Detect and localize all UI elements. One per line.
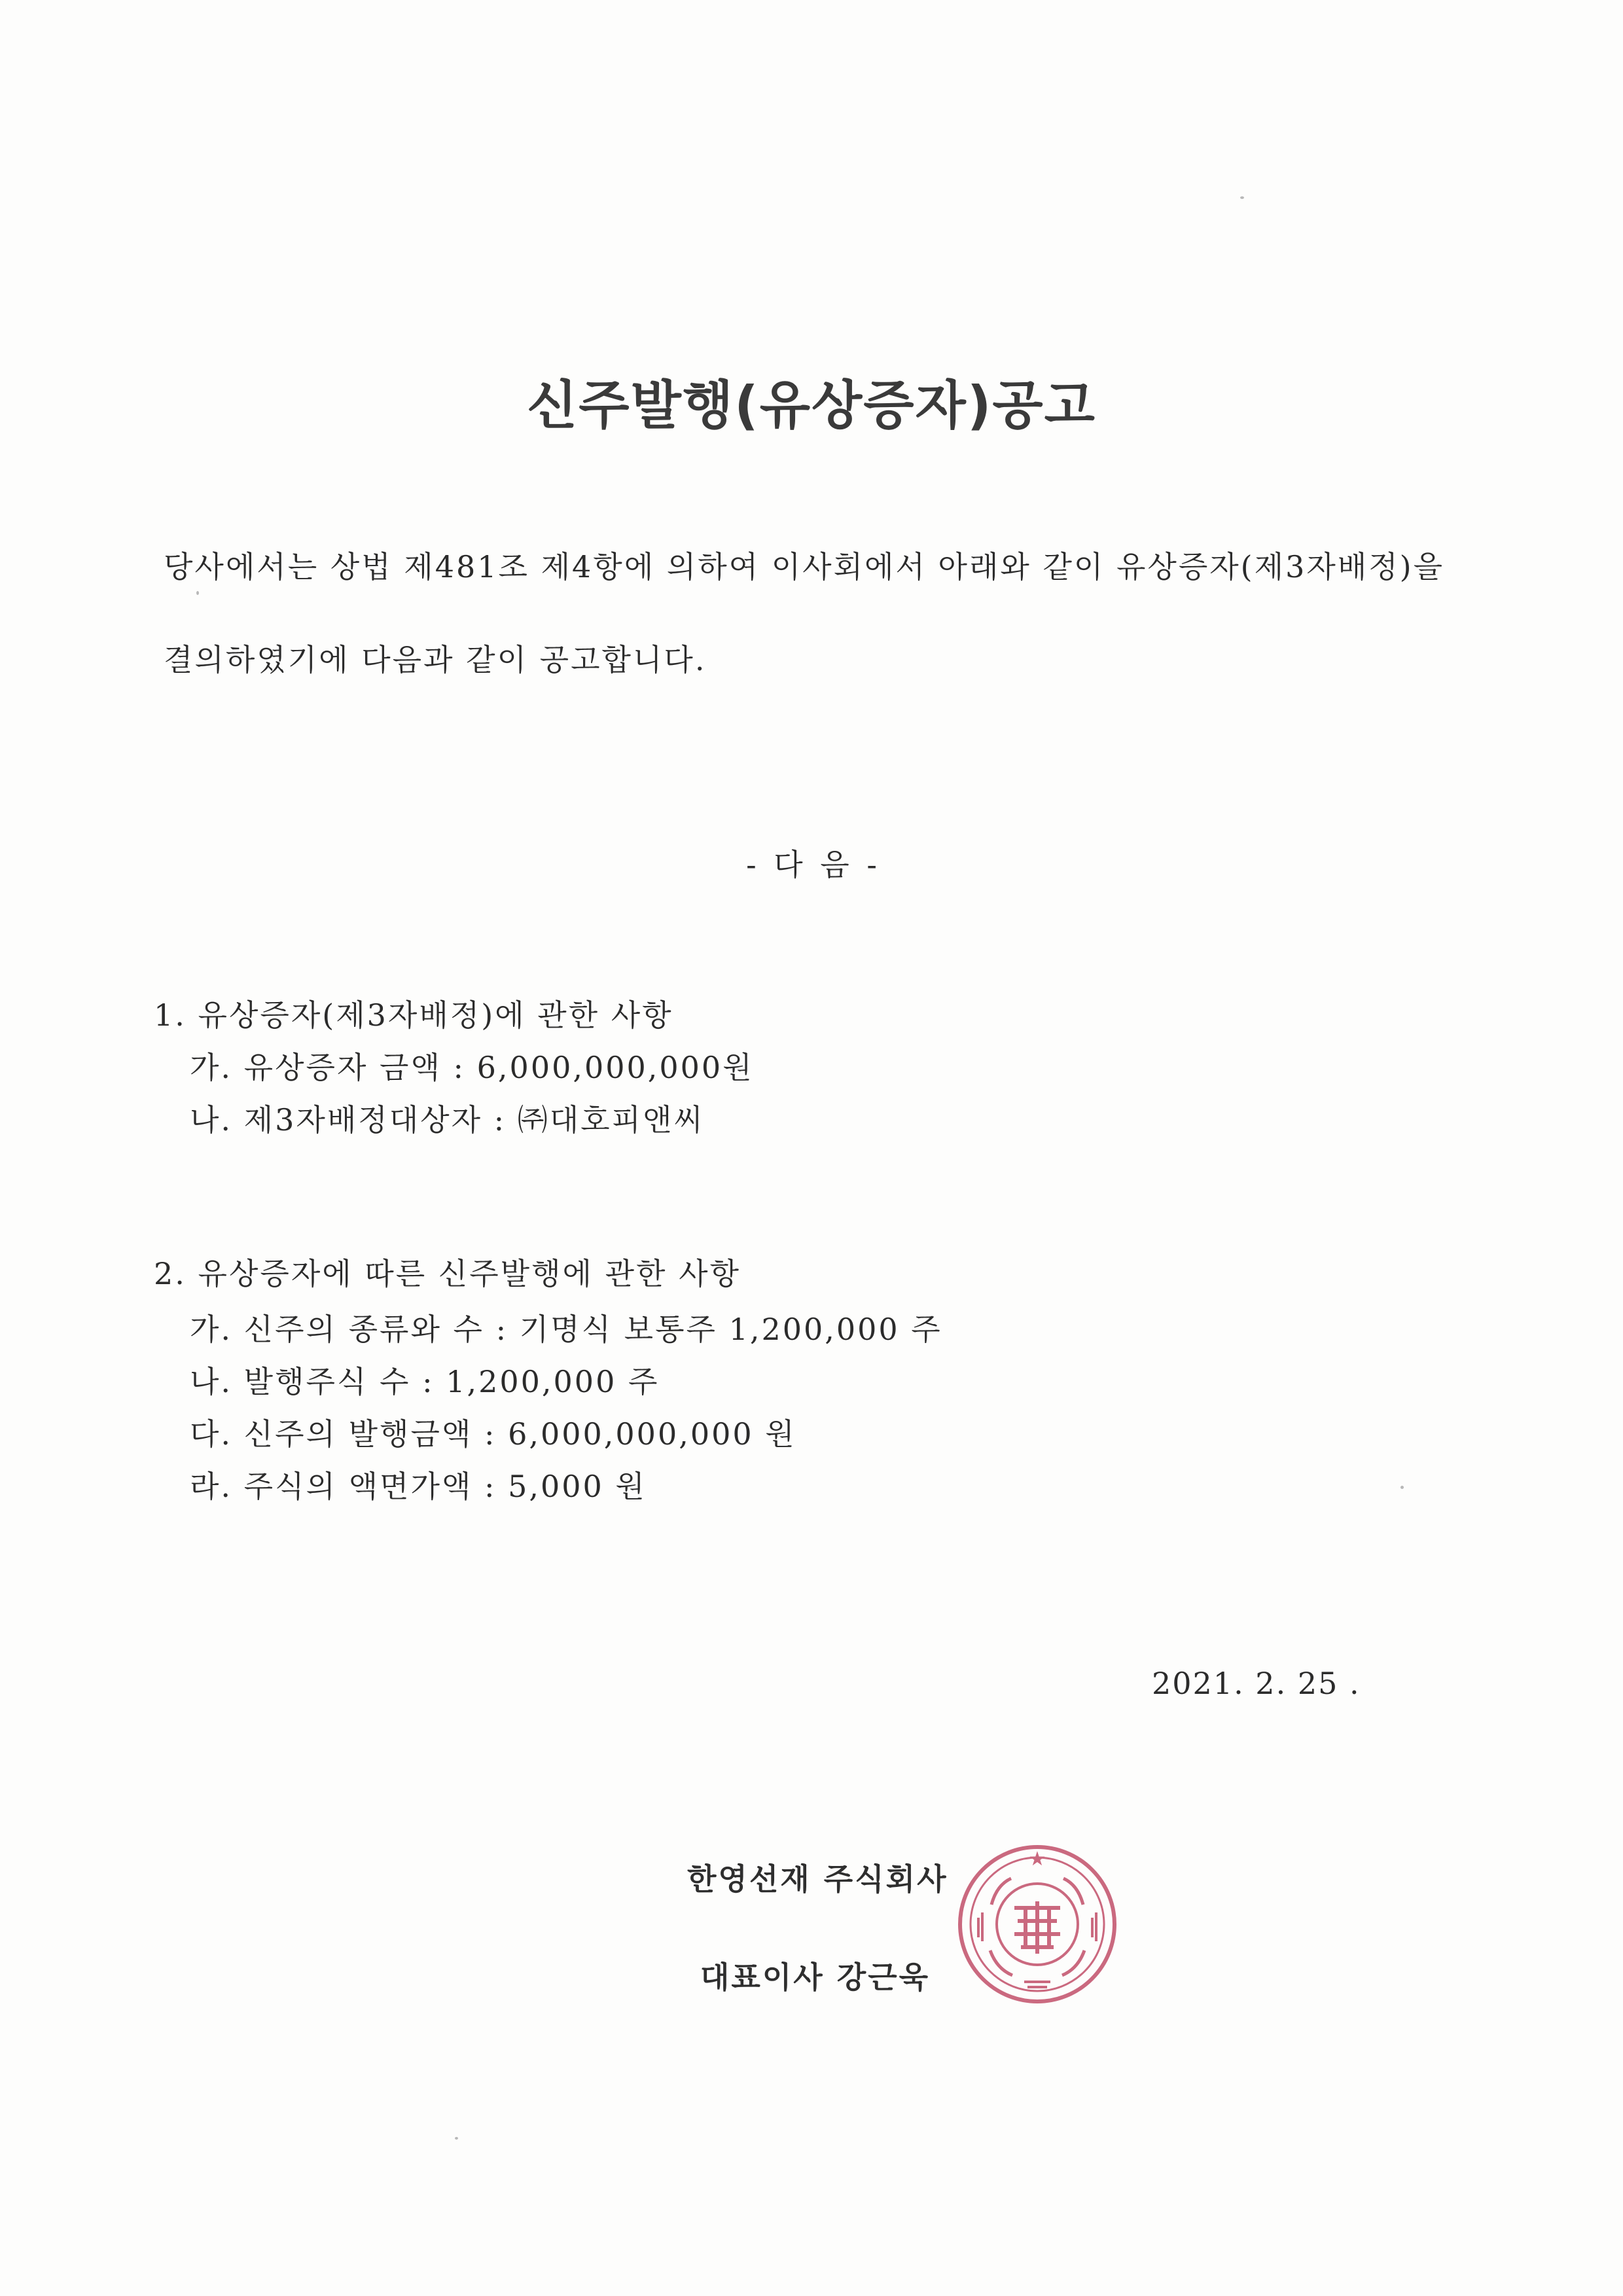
page-title: 신주발행(유상증자)공고 <box>527 375 1096 436</box>
scan-speck <box>1400 1486 1404 1489</box>
intro-line-2: 결의하였기에 다음과 같이 공고합니다. <box>164 642 707 677</box>
item-2-subitem: 다. 신주의 발행금액 : 6,000,000,000 원 <box>190 1416 796 1452</box>
item-2-subitem: 나. 발행주식 수 : 1,200,000 주 <box>190 1364 660 1399</box>
intro-line-1: 당사에서는 상법 제481조 제4항에 의하여 이사회에서 아래와 같이 유상증자(제3자배정)을 <box>164 549 1445 584</box>
representative-name: 대표이사 강근욱 <box>700 1960 931 1995</box>
item-1-heading: 1. 유상증자(제3자배정)에 관한 사항 <box>154 997 673 1033</box>
scan-speck <box>1240 196 1244 199</box>
company-name: 한영선재 주식회사 <box>687 1861 948 1897</box>
scan-speck <box>455 2137 458 2140</box>
company-seal-stamp <box>952 1839 1122 2009</box>
item-1-subitem: 나. 제3자배정대상자 : ㈜대호피앤씨 <box>190 1102 705 1138</box>
item-2-heading: 2. 유상증자에 따른 신주발행에 관한 사항 <box>154 1256 741 1291</box>
notice-date: 2021. 2. 25 . <box>1152 1666 1361 1701</box>
section-heading: - 다 음 - <box>746 847 877 882</box>
item-2-subitem: 라. 주식의 액면가액 : 5,000 원 <box>190 1469 647 1504</box>
svg-text:★: ★ <box>1028 1848 1046 1871</box>
item-1-subitem: 가. 유상증자 금액 : 6,000,000,000원 <box>190 1050 754 1085</box>
scan-speck <box>196 591 199 595</box>
item-2-subitem: 가. 신주의 종류와 수 : 기명식 보통주 1,200,000 주 <box>190 1312 942 1347</box>
